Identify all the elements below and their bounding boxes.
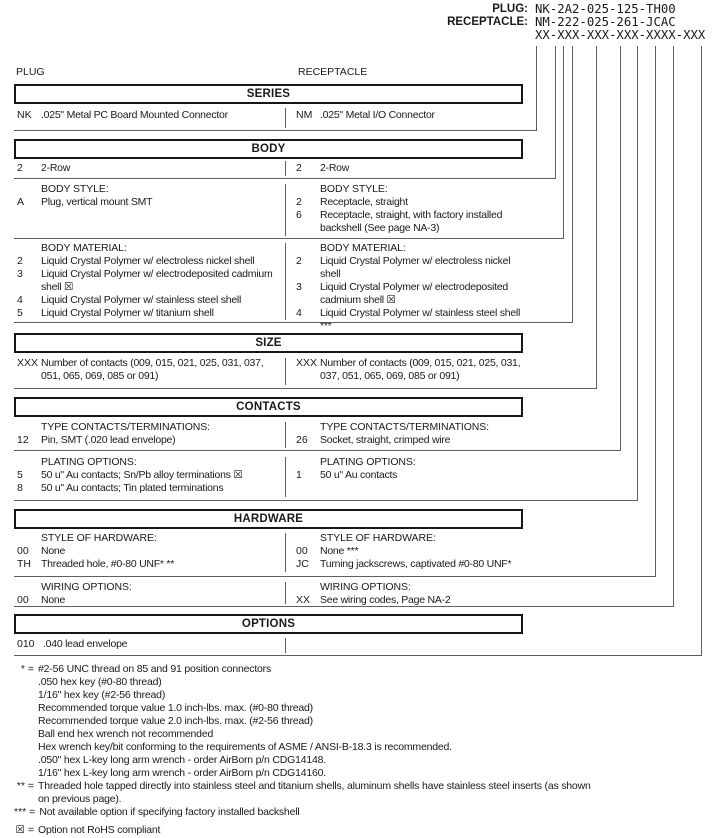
- series-receptacle-cell: [285, 109, 523, 122]
- body-style-plug-heading: BODY STYLE:: [41, 183, 109, 195]
- footnote-marker: *** =: [14, 806, 36, 818]
- hardware-style-plug-cell: [14, 532, 280, 571]
- footnote-marker: ** =: [16, 780, 34, 792]
- item-code: 6: [296, 209, 302, 221]
- item-code: A: [17, 196, 25, 208]
- receptacle-example-number: NM-222-025-261-JCAC: [535, 15, 676, 29]
- item-desc: Turning jackscrews, captivated #0-80 UNF*: [320, 558, 512, 570]
- item-code: 3: [296, 281, 302, 293]
- footnote-row: [14, 806, 594, 819]
- wiring-receptacle-cell: [285, 581, 523, 607]
- plating-receptacle-heading: PLATING OPTIONS:: [320, 456, 416, 468]
- plug-column-header: PLUG: [16, 66, 45, 78]
- body-row-plug-desc: 2-Row: [41, 162, 71, 174]
- item-code: 00: [17, 594, 29, 606]
- item-desc: 50 u" Au contacts; Tin plated terminations: [41, 482, 224, 494]
- body-row-receptacle-cell: [285, 162, 523, 175]
- item-desc: See wiring codes, Page NA-2: [320, 594, 451, 606]
- footnote-row: [14, 741, 594, 754]
- item-code: 12: [17, 434, 29, 446]
- footnote-text: .050 hex key (#0-80 thread): [38, 676, 162, 688]
- code-item-row: [296, 209, 523, 235]
- footnote-row: [14, 728, 594, 741]
- body-section-title: BODY: [251, 143, 286, 155]
- code-item-row: [17, 594, 280, 607]
- footnote-text: 1/16" hex key (#2-56 thread): [38, 689, 166, 701]
- footnotes: [14, 663, 594, 837]
- size-plug-desc: Number of contacts (009, 015, 021, 025, 031, 037, 051, 065, 069, 085 or 091): [41, 357, 264, 382]
- plating-plug-heading: PLATING OPTIONS:: [41, 456, 137, 468]
- item-code: 00: [17, 545, 29, 557]
- code-item-row: [296, 558, 523, 571]
- contacts-type-receptacle-cell: [285, 421, 523, 447]
- item-desc: Liquid Crystal Polymer w/ stainless steel shell: [41, 294, 242, 306]
- footnote-marker: [14, 741, 34, 754]
- footnote-text: .050" hex L-key long arm wrench - order AirBorn p/n CDG14148.: [38, 754, 327, 766]
- footnote-row: [14, 702, 594, 715]
- footnote-marker: [14, 702, 34, 715]
- item-desc: Receptacle, straight: [320, 196, 408, 208]
- body-material-receptacle-cell: [285, 242, 523, 346]
- hardware-section-title: HARDWARE: [233, 513, 304, 525]
- code-item-row: [296, 196, 523, 209]
- code-item-row: [296, 255, 523, 281]
- hardware-style-receptacle-cell: [285, 532, 523, 571]
- footnote-text: Recommended torque value 1.0 inch-lbs. max. (#0-80 thread): [38, 702, 313, 714]
- code-item-row: [17, 307, 280, 320]
- options-plug-cell: [14, 638, 280, 651]
- body-material-plug-cell: [14, 242, 280, 320]
- rohs-box-x-icon: ☒ =: [15, 824, 34, 836]
- footnote-marker: [14, 767, 34, 780]
- options-plug-desc: .040 lead envelope: [43, 638, 128, 650]
- item-desc: Liquid Crystal Polymer w/ electrodeposited cadmium shell ☒: [320, 281, 508, 306]
- item-desc: Liquid Crystal Polymer w/ electroless nickel shell: [41, 255, 255, 267]
- series-section-title: SERIES: [246, 88, 291, 100]
- footnote-row: [14, 715, 594, 728]
- contacts-section-title: CONTACTS: [236, 401, 301, 413]
- item-code: 26: [296, 434, 308, 446]
- plug-example-label: PLUG:: [492, 3, 528, 15]
- body-material-plug-heading: BODY MATERIAL:: [41, 242, 127, 254]
- body-row-plug-code: 2: [17, 162, 23, 174]
- item-code: TH: [17, 558, 31, 570]
- size-receptacle-desc: Number of contacts (009, 015, 021, 025, 031, 037, 051, 065, 069, 085 or 091): [320, 357, 521, 382]
- options-plug-code: 010: [17, 638, 35, 650]
- code-item-row: [296, 545, 523, 558]
- code-item-row: [17, 255, 280, 268]
- receptacle-example-label: RECEPTACLE:: [447, 16, 528, 28]
- code-item-row: [17, 434, 280, 447]
- body-style-receptacle-heading: BODY STYLE:: [320, 183, 388, 195]
- item-code: XX: [296, 594, 311, 606]
- body-row-plug-cell: [14, 162, 280, 175]
- series-receptacle-code: NM: [296, 109, 313, 121]
- series-receptacle-desc: .025" Metal I/O Connector: [320, 109, 435, 121]
- size-plug-code: XXX: [17, 357, 39, 369]
- code-item-row: [296, 357, 523, 383]
- item-code: 5: [17, 469, 23, 481]
- wiring-plug-heading: WIRING OPTIONS:: [41, 581, 132, 593]
- footnote-text: Option not RoHS compliant: [38, 824, 161, 836]
- plug-example-number: NK-2A2-025-125-TH00: [535, 2, 676, 16]
- contacts-type-plug-heading: TYPE CONTACTS/TERMINATIONS:: [41, 421, 211, 433]
- code-item-row: [296, 109, 523, 122]
- item-code: 00: [296, 545, 308, 557]
- footnote-row: [14, 780, 594, 806]
- code-item-row: [17, 638, 280, 651]
- code-item-row: [17, 558, 280, 571]
- code-item-row: [17, 545, 280, 558]
- item-desc: None ***: [320, 545, 359, 557]
- hardware-style-receptacle-heading: STYLE OF HARDWARE:: [320, 532, 436, 544]
- options-section-header: [14, 614, 523, 634]
- footnote-marker: [14, 754, 34, 767]
- series-plug-code: NK: [17, 109, 32, 121]
- footnote-text: Not available option if specifying factory installed backshell: [39, 806, 300, 818]
- item-code: 2: [296, 196, 302, 208]
- contacts-type-plug-cell: [14, 421, 280, 447]
- item-desc: Socket, straight, crimped wire: [320, 434, 451, 446]
- item-desc: Liquid Crystal Polymer w/ electroless nickel shell: [320, 255, 511, 280]
- code-item-row: [17, 357, 280, 383]
- size-receptacle-code: XXX: [296, 357, 318, 369]
- item-desc: Threaded hole, #0-80 UNF* **: [41, 558, 175, 570]
- code-item-row: [17, 109, 280, 122]
- item-desc: Liquid Crystal Polymer w/ electrodeposited cadmium shell ☒: [41, 268, 273, 293]
- item-desc: Pin, SMT (.020 lead envelope): [41, 434, 176, 446]
- plating-plug-cell: [14, 456, 280, 495]
- wiring-plug-cell: [14, 581, 280, 607]
- size-section-title: SIZE: [255, 337, 282, 349]
- footnote-text: Hex wrench key/bit conforming to the requirements of ASME / ANSI-B-18.3 is recommended.: [38, 741, 452, 753]
- footnote-text: 1/16" hex L-key long arm wrench - order AirBorn p/n CDG14160.: [38, 767, 327, 779]
- body-style-plug-cell: [14, 183, 280, 209]
- body-section-header: [14, 139, 523, 159]
- item-desc: Liquid Crystal Polymer w/ stainless steel shell ***: [320, 307, 521, 332]
- item-desc: 50 u" Au contacts: [320, 469, 398, 481]
- item-code: JC: [296, 558, 309, 570]
- code-item-row: [17, 268, 280, 294]
- hardware-style-plug-heading: STYLE OF HARDWARE:: [41, 532, 157, 544]
- footnote-row: [14, 663, 594, 676]
- item-code: 5: [17, 307, 23, 319]
- series-section-header: [14, 84, 523, 104]
- code-item-row: [17, 196, 280, 209]
- footnote-text: #2-56 UNC thread on 85 and 91 position connectors: [38, 663, 272, 675]
- footnote-row: [14, 676, 594, 689]
- item-code: 3: [17, 268, 23, 280]
- size-plug-cell: [14, 357, 280, 383]
- code-item-row: [296, 469, 523, 482]
- options-section-title: OPTIONS: [241, 618, 296, 630]
- body-material-receptacle-heading: BODY MATERIAL:: [320, 242, 406, 254]
- footnote-row-rohs: [14, 824, 594, 837]
- item-code: 2: [17, 255, 23, 267]
- footnote-text: Ball end hex wrench not recommended: [38, 728, 214, 740]
- size-section-header: [14, 333, 523, 353]
- footnote-row: [14, 767, 594, 780]
- item-desc: None: [41, 594, 66, 606]
- item-code: 4: [17, 294, 23, 306]
- plating-receptacle-cell: [285, 456, 523, 482]
- footnote-marker: * =: [20, 663, 34, 675]
- series-plug-desc: .025" Metal PC Board Mounted Connector: [41, 109, 228, 121]
- code-item-row: [296, 307, 523, 333]
- item-code: 8: [17, 482, 23, 494]
- size-receptacle-cell: [285, 357, 523, 383]
- footnote-row: [14, 689, 594, 702]
- series-plug-cell: [14, 109, 280, 122]
- code-item-row: [296, 162, 523, 175]
- contacts-type-receptacle-heading: TYPE CONTACTS/TERMINATIONS:: [320, 421, 490, 433]
- footnote-text: Recommended torque value 2.0 inch-lbs. max. (#2-56 thread): [38, 715, 313, 727]
- footnote-row: [14, 754, 594, 767]
- item-code: 1: [296, 469, 302, 481]
- footnote-marker: [14, 676, 34, 689]
- code-item-row: [17, 162, 280, 175]
- footnote-marker: [14, 689, 34, 702]
- item-desc: Liquid Crystal Polymer w/ titanium shell: [41, 307, 214, 319]
- code-item-row: [17, 482, 280, 495]
- item-code: 4: [296, 307, 302, 319]
- code-item-row: [296, 594, 523, 607]
- body-row-receptacle-desc: 2-Row: [320, 162, 350, 174]
- wiring-receptacle-heading: WIRING OPTIONS:: [320, 581, 411, 593]
- footnote-marker: [14, 715, 34, 728]
- code-item-row: [296, 434, 523, 447]
- hardware-section-header: [14, 509, 523, 529]
- item-desc: 50 u" Au contacts; Sn/Pb alloy terminations ☒: [41, 469, 243, 481]
- item-code: 2: [296, 255, 302, 267]
- body-row-receptacle-code: 2: [296, 162, 302, 174]
- item-desc: Plug, vertical mount SMT: [41, 196, 153, 208]
- item-desc: Receptacle, straight, with factory installed backshell (See page NA-3): [320, 209, 503, 234]
- code-item-row: [17, 469, 280, 482]
- body-style-receptacle-cell: [285, 183, 523, 235]
- code-item-row: [296, 281, 523, 307]
- code-item-row: [17, 294, 280, 307]
- part-number-pattern: XX-XXX-XXX-XXX-XXXX-XXX: [535, 28, 706, 42]
- footnote-marker: [14, 728, 34, 741]
- footnote-text: Threaded hole tapped directly into stainless steel and titanium shells, aluminum shells have stainless steel inserts (as shown on previous page).: [38, 780, 591, 805]
- contacts-section-header: [14, 397, 523, 417]
- receptacle-column-header: RECEPTACLE: [298, 66, 368, 78]
- item-desc: None: [41, 545, 66, 557]
